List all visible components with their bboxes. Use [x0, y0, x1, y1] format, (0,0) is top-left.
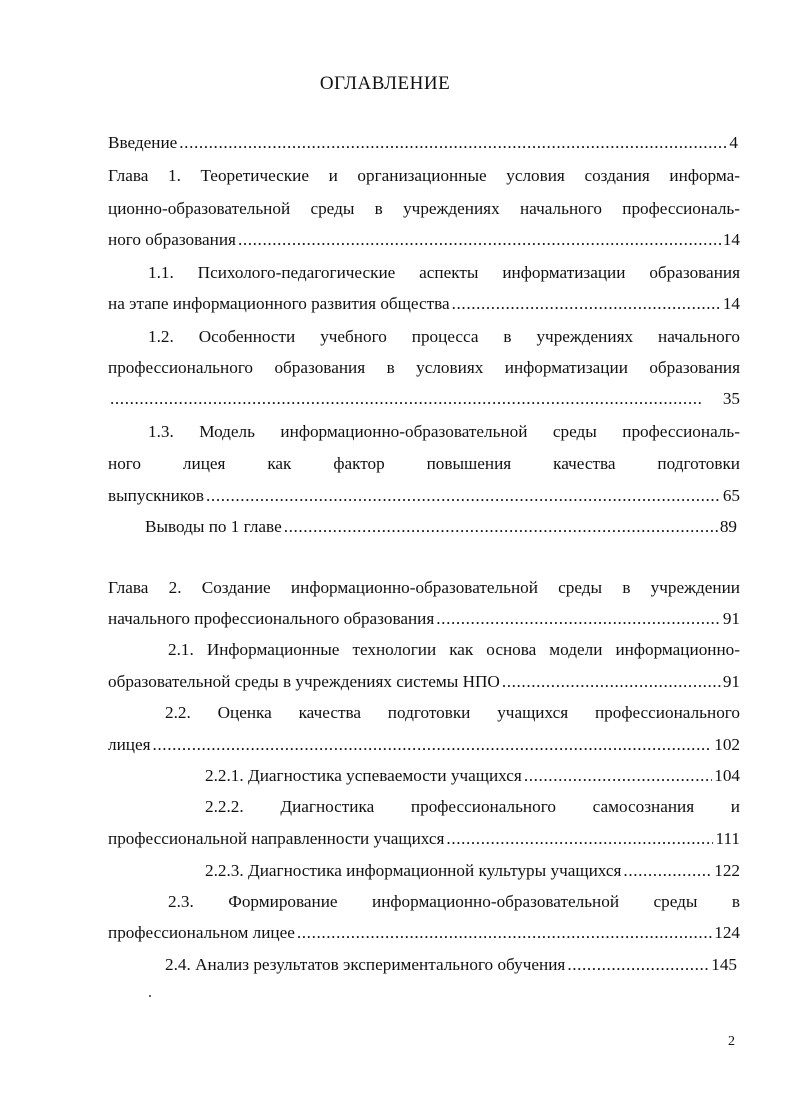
toc-entry-label: ного образования — [108, 230, 236, 249]
toc-entry-label: образовательной среды в учреждениях системы НПО — [108, 672, 500, 691]
toc-page-number: 89 — [719, 517, 737, 536]
leader-dots — [502, 670, 721, 694]
toc-section-1-2-line1: 1.2. Особенности учебного процесса в учреждениях начального — [148, 327, 740, 346]
leader-dots — [436, 607, 721, 631]
leader-dots — [297, 921, 712, 945]
toc-section-2-1-line1: 2.1. Информационные технологии как основа модели информационно- — [168, 640, 740, 659]
leader-dots — [284, 515, 718, 539]
toc-subsection-2-2-2-line1: 2.2.2. Диагностика профессионального самосознания и — [205, 797, 740, 816]
toc-entry-label: 2.2.1. Диагностика успеваемости учащихся — [205, 766, 522, 785]
toc-section-1-2-line2: профессионального образования в условиях информатизации образования — [108, 358, 740, 377]
toc-page-number: 124 — [714, 923, 740, 942]
leader-dots — [179, 131, 727, 155]
toc-section-2-3-line2 — [108, 921, 740, 945]
scan-speck — [149, 995, 151, 997]
toc-section-1-3-line1: 1.3. Модель информационно-образовательной среды профессиональ- — [148, 422, 740, 441]
leader-dots — [238, 228, 721, 252]
toc-section-2-1-line2 — [108, 670, 740, 694]
toc-entry-label: профессиональном лицее — [108, 923, 295, 942]
toc-page-number: 4 — [729, 133, 738, 152]
toc-page-number: 111 — [715, 829, 740, 848]
toc-section-1-2-line3 — [108, 387, 740, 411]
toc-section-1-3-line2: ного лицея как фактор повышения качества подготовки — [108, 454, 740, 473]
page-title: ОГЛАВЛЕНИЕ — [319, 73, 451, 94]
toc-section-2-2-line2 — [108, 733, 740, 757]
toc-chapter2-line1: Глава 2. Создание информационно-образовательной среды в учреждении — [108, 578, 740, 597]
toc-page-number: 91 — [722, 609, 740, 628]
toc-entry-label: выпускников — [108, 486, 205, 505]
toc-entry-intro — [108, 131, 738, 155]
toc-page-number: 91 — [722, 672, 740, 691]
leader-dots — [567, 953, 709, 977]
toc-page-number: 104 — [714, 766, 740, 785]
leader-dots — [446, 827, 713, 851]
toc-page-number: 14 — [722, 294, 740, 313]
toc-chapter1-line1: Глава 1. Теоретические и организационные условия создания информа- — [108, 166, 740, 185]
toc-page-number: 122 — [714, 861, 740, 880]
toc-entry-label: 2.4. Анализ результатов экспериментального обучения — [165, 955, 566, 974]
toc-entry-label: Выводы по 1 главе — [145, 517, 282, 536]
toc-page-number: 65 — [722, 486, 740, 505]
toc-subsection-2-2-1 — [205, 764, 740, 788]
leader-dots — [452, 292, 721, 316]
leader-dots — [623, 859, 712, 883]
leader-dots — [110, 387, 703, 411]
page-number: 2 — [728, 1034, 735, 1049]
toc-subsection-2-2-2-line2 — [108, 827, 740, 851]
toc-subsection-2-2-3 — [205, 859, 740, 883]
toc-entry-label: 2.2.3. Диагностика информационной культуры учащихся — [205, 861, 622, 880]
toc-page-number: 35 — [722, 389, 740, 408]
toc-chapter1-line2: ционно-образовательной среды в учреждениях начального профессиональ- — [108, 199, 740, 218]
toc-page-number: 14 — [722, 230, 740, 249]
toc-page-number: 145 — [711, 955, 737, 974]
toc-page-number: 102 — [714, 735, 740, 754]
toc-section-1-1-line2 — [108, 292, 740, 316]
toc-entry-label: на этапе информационного развития общества — [108, 294, 450, 313]
leader-dots — [206, 484, 721, 508]
toc-section-1-1-line1: 1.1. Психолого-педагогические аспекты информатизации образования — [148, 263, 740, 282]
toc-section-2-2-line1: 2.2. Оценка качества подготовки учащихся профессионального — [165, 703, 740, 722]
toc-entry-label: начального профессионального образования — [108, 609, 435, 628]
toc-chapter2-line2 — [108, 607, 740, 631]
toc-section-2-4 — [165, 953, 737, 977]
toc-chapter1-line3 — [108, 228, 740, 252]
toc-section-2-3-line1: 2.3. Формирование информационно-образовательной среды в — [168, 892, 740, 911]
toc-section-1-3-line3 — [108, 484, 740, 508]
toc-entry-conclusions-1 — [145, 515, 737, 539]
toc-entry-label: лицея — [108, 735, 151, 754]
toc-entry-label: профессиональной направленности учащихся — [108, 829, 445, 848]
leader-dots — [524, 764, 712, 788]
leader-dots — [153, 733, 713, 757]
toc-entry-label: Введение — [108, 133, 178, 152]
